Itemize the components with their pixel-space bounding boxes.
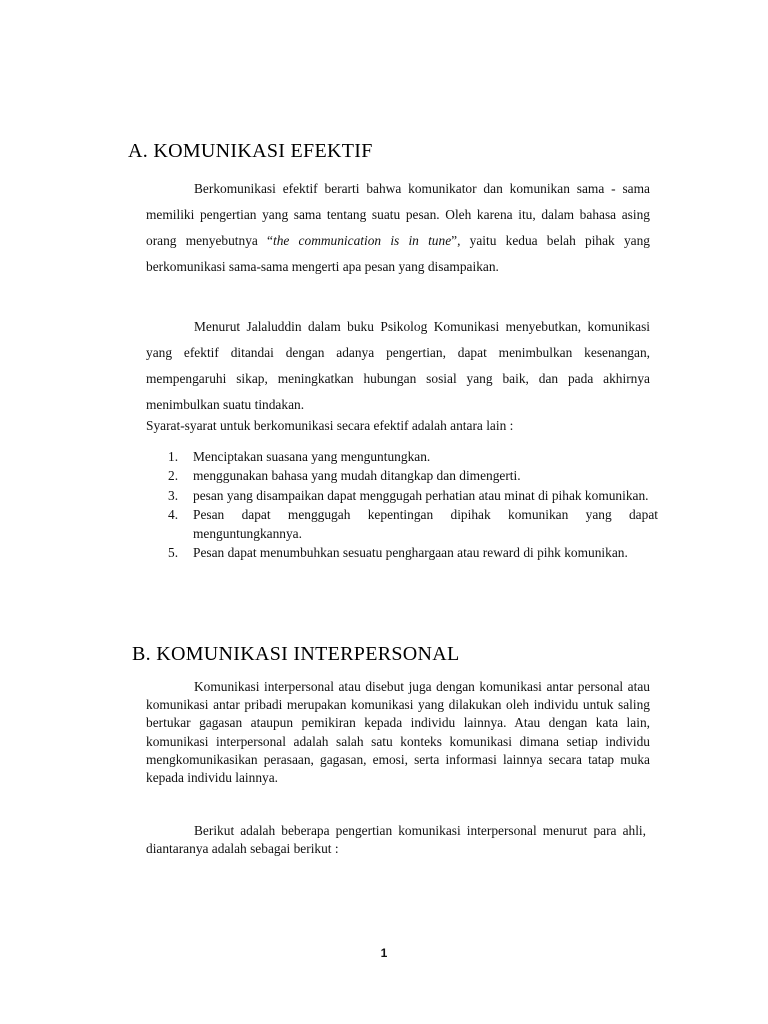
section-b-paragraph-2: Berikut adalah beberapa pengertian komunikasi interpersonal menurut para ahli, diantaranya adalah sebagai berikut : (146, 823, 646, 857)
list-item-text: menggunakan bahasa yang mudah ditangkap dan dimengerti. (193, 468, 521, 484)
section-b-paragraph-1: Komunikasi interpersonal atau disebut juga dengan komunikasi antar personal atau komunikasi antar pribadi merupakan komunikasi yang dilakukan oleh individu untuk saling bertukar gagasan ataupun pemikiran kepada individu lainnya. Atau dengan kata lain, komunikasi interpersonal adalah salah satu konteks komunikasi dimana setiap individu mengkomunikasikan perasaan, gagasan, emosi, serta informasi lainnya secara tatap muka kepada individu lainnya. (146, 679, 650, 786)
list-item-text: Menciptakan suasana yang menguntungkan. (193, 449, 431, 464)
list-number: 3. (168, 487, 179, 503)
section-a-paragraph-2: Menurut Jalaluddin dalam buku Psikolog Komunikasi menyebutkan, komunikasi yang efektif ditandai dengan adanya pengertian, dapat menimbulkan kesenangan, mempengaruhi sikap, meningkatkan hubungan sosial yang baik, dan pada akhirnya menimbulkan suatu tindakan. (146, 319, 650, 412)
list-item-text: pesan yang disampaikan dapat menggugah perhatian atau minat di pihak komunikan. (193, 487, 649, 503)
section-a-heading: A. KOMUNIKASI EFEKTIF (128, 140, 373, 162)
list-item-text: Pesan dapat menggugah kepentingan dipihak komunikan yang dapat menguntungkannya. (193, 506, 658, 542)
list-number: 2. (168, 468, 179, 484)
list-number: 1. (168, 449, 179, 464)
list-item (146, 505, 658, 544)
list-item (146, 543, 658, 562)
requirements-intro: Syarat-syarat untuk berkomunikasi secara efektif adalah antara lain : (146, 418, 514, 433)
list-item (146, 447, 658, 466)
italic-phrase: the communication is in tune (272, 233, 452, 248)
list-item (146, 486, 658, 505)
section-b-heading: B. KOMUNIKASI INTERPERSONAL (132, 643, 460, 665)
list-item-text: Pesan dapat menumbuhkan sesuatu penghargaan atau reward di pihk komunikan. (193, 545, 628, 561)
paragraph-text: ”, yaitu kedua belah pihak yang berkomunikasi sama-sama mengerti apa pesan yang disampaikan. (146, 233, 650, 274)
page-number: 1 (380, 946, 388, 960)
requirements-list (146, 447, 658, 563)
list-number: 5. (168, 545, 179, 561)
section-a-paragraph-1 (146, 176, 650, 280)
list-item (146, 466, 658, 485)
paragraph-text: Berkomunikasi efektif berarti bahwa komunikator dan komunikan sama - sama memiliki pengertian yang sama tentang suatu pesan. Oleh karena itu, dalam bahasa asing orang menyebutnya “ (146, 181, 650, 248)
list-number: 4. (168, 506, 179, 522)
